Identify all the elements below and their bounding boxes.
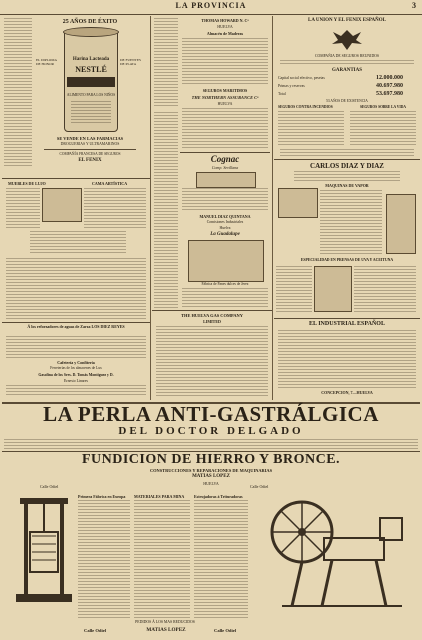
muebles-addresses — [30, 231, 126, 255]
col2-lower-left-text — [154, 112, 178, 308]
can-label-top: Harina Lacteada — [72, 57, 110, 62]
union-agent — [280, 149, 414, 157]
side-notice-strip — [4, 18, 32, 168]
fundicion-mid-title: MATERIALES PARA MINA — [134, 494, 185, 499]
factory-illustration — [188, 240, 264, 282]
industrial-sub: CONCEPCION, 7—HUELVA — [321, 390, 373, 395]
col2-top-notice — [154, 18, 178, 108]
fundicion-sub: CONSTRUCCIONES Y REPARACIONES DE MAQUINARIAS — [149, 468, 273, 473]
fundicion-bottom-owner: MATIAS LOPEZ — [146, 627, 186, 633]
perla-subtitle: DEL DOCTOR DELGADO — [118, 425, 304, 437]
thomas-body — [182, 38, 268, 84]
fabrica-caption: Fábrica de Panes dulces de Jerez — [201, 282, 249, 286]
fundicion-bottom-caption: PEDIDOS Á LOS MAS REDUCIDOS — [135, 620, 195, 624]
amount-value-1: 12.000.000 — [376, 75, 403, 81]
divider — [2, 322, 150, 323]
column-3 — [274, 16, 420, 400]
fabrica-body — [182, 288, 268, 308]
manuel-city: Huelva — [219, 226, 231, 230]
seguros-head: SEGUROS MARITIMOS — [202, 88, 248, 93]
seguros-body — [182, 108, 268, 150]
phoenix-emblem-icon — [330, 26, 364, 52]
divider — [274, 159, 420, 160]
garantias-title: GARANTIAS — [331, 68, 362, 73]
carlos-list — [320, 190, 382, 256]
fundicion-title: FUNDICION DE HIERRO Y BRONCE. — [81, 452, 341, 467]
press-illustration — [314, 266, 352, 312]
industrial-title: EL INDUSTRIAL ESPAÑOL — [309, 321, 385, 327]
vida-head: SEGUROS SOBRE LA VIDA — [360, 105, 406, 109]
fundicion-owner: MATIAS LOPEZ — [192, 474, 230, 479]
amount-value-2: 40.697.980 — [376, 83, 403, 89]
column-2 — [152, 16, 273, 400]
carlos-specialty: ESPECIALIDAD EN PRENSAS DE UVA Y ACEITUNA — [300, 258, 394, 262]
nestle-can-illustration — [64, 30, 118, 132]
muebles-subheadline: CAMA ARTÍSTICA — [92, 181, 128, 186]
muebles-headline: MUEBLES DE LUJO — [8, 181, 46, 186]
guadalupe-title: La Guadalupe — [210, 232, 240, 237]
divider — [180, 152, 270, 153]
page-header — [0, 0, 422, 15]
union-sub: COMPAÑIA DE SEGUROS REUNIDOS — [314, 54, 380, 58]
cafe-line-4: Ernesto Linares — [64, 379, 88, 383]
cognac-brand: Cognac — [210, 154, 240, 164]
cafe-line-3: Gasolina de los Sres. D. Tomás Montiguez y D. — [38, 373, 114, 377]
nestle-footer-1: SE VENDE EN LAS FARMACIAS — [56, 136, 124, 141]
manuel-name: MANUEL DIAZ QUINTANA — [199, 214, 251, 219]
manuel-sub: Comisiones Industriales — [206, 220, 244, 224]
amount-value-3: 53.697.980 — [376, 91, 403, 97]
steam-engine-illustration — [278, 188, 318, 218]
can-label-bottom: ALIMENTO PARA LOS NIÑOS — [66, 93, 116, 97]
amount-label-1: Capital social efectivo, pesetas — [278, 76, 325, 80]
incendios-head: SEGUROS CONTRA INCENDIOS — [278, 105, 333, 109]
can-label-brand: NESTLÉ — [75, 65, 107, 74]
amount-label-2: Primas y reservas — [278, 84, 305, 88]
fundicion-city: HUELVA — [203, 481, 219, 486]
incendios-body — [278, 111, 344, 147]
amount-label-3: Total — [278, 92, 286, 96]
nestle-headline: 25 AÑOS DE ÉXITO — [62, 19, 118, 25]
thomas-line-2: HUELVA — [217, 24, 233, 29]
cognac-sub: Comp. Sevillana — [211, 165, 239, 170]
years-line: 53 AÑOS DE EXISTENCIA — [326, 99, 368, 103]
industrial-body — [278, 330, 416, 388]
perla-body — [4, 439, 418, 449]
seguros-company: THE NORTHERN ASSURANCE Cᵒ — [191, 95, 259, 100]
fundicion-right-col-body — [194, 500, 248, 618]
can-band — [67, 77, 115, 87]
nestle-footer-4: EL FENIX — [78, 158, 102, 163]
union-title: LA UNION Y EL FENIX ESPAÑOL — [307, 18, 387, 23]
page-number: 3 — [412, 1, 416, 10]
cognac-body — [182, 188, 268, 212]
divider — [44, 149, 136, 150]
can-fine-print — [71, 101, 111, 125]
vida-body — [350, 111, 416, 147]
carlos-sub: MAQUINAS DE VAPOR — [325, 183, 369, 188]
fundicion-prices-body — [78, 500, 130, 618]
muebles-text-left — [6, 188, 40, 228]
aviso-text: Á los reforzadores de aguas de Zarza LOS DIEZ REYES — [27, 324, 125, 329]
crusher-machine-illustration — [262, 488, 414, 616]
huelva-gas-sub: LIMITED — [203, 319, 221, 324]
carlos-name: CARLOS DIAZ Y DIAZ — [310, 162, 384, 170]
cafe-line-2: Ferreterías de los almacenes de Lux — [50, 366, 102, 370]
nestle-footer-2: DROGUERIAS Y ULTRAMARINOS — [60, 142, 120, 146]
cognac-label-illustration — [196, 172, 256, 188]
carlos-address — [294, 171, 400, 181]
seguros-city: HUELVA — [217, 102, 233, 106]
fundicion-mid-body — [134, 500, 190, 618]
aviso-body — [6, 336, 146, 358]
fundicion-left-caption: Calle Odiel — [40, 484, 59, 489]
nestle-side-right: DE FUENTES DE PLATA — [120, 58, 141, 66]
thomas-line-1: THOMAS HOWARD N. Cᵃ — [201, 18, 249, 23]
thomas-line-3: Almacén de Maderas — [206, 31, 244, 36]
divider — [274, 318, 420, 319]
cafe-body — [6, 385, 146, 397]
fundicion-right-col-title: Estrujadoras á Trituradoras — [194, 494, 243, 499]
nestle-side-left: EL DIPLOMA DE HONOR — [36, 58, 57, 66]
newspaper-title: LA PROVINCIA — [175, 1, 247, 10]
muebles-text-right — [84, 188, 146, 228]
column-1 — [2, 16, 151, 400]
fundicion-bottom-street-right: Calle Odiel — [214, 628, 237, 633]
huelva-gas-body — [156, 326, 268, 398]
nestle-ad — [34, 18, 146, 176]
carlos-left-text — [276, 266, 312, 314]
divider — [152, 310, 272, 311]
perla-title: LA PERLA ANTI-GASTRÁLGICA — [43, 402, 379, 426]
cafe-line-1: Cafetería y Confitería — [57, 360, 95, 365]
fundicion-prices-title: Primera Fábrica en Europa — [78, 494, 126, 499]
muebles-body — [6, 258, 146, 320]
can-lid — [63, 27, 119, 37]
press-machine-illustration — [14, 492, 74, 612]
fundicion-right-caption: Calle Odiel — [250, 484, 269, 489]
fundicion-bottom-street-left: Calle Odiel — [84, 628, 107, 633]
machine-illustration-right — [386, 194, 416, 254]
divider — [2, 178, 150, 179]
union-address — [280, 60, 414, 66]
nestle-footer-3: COMPAÑÍA FRANCESA DE SEGUROS — [59, 152, 121, 156]
carlos-right-text — [354, 266, 416, 314]
bed-illustration — [42, 188, 82, 222]
huelva-gas-title: THE HUELVA GAS COMPANY — [181, 313, 243, 318]
